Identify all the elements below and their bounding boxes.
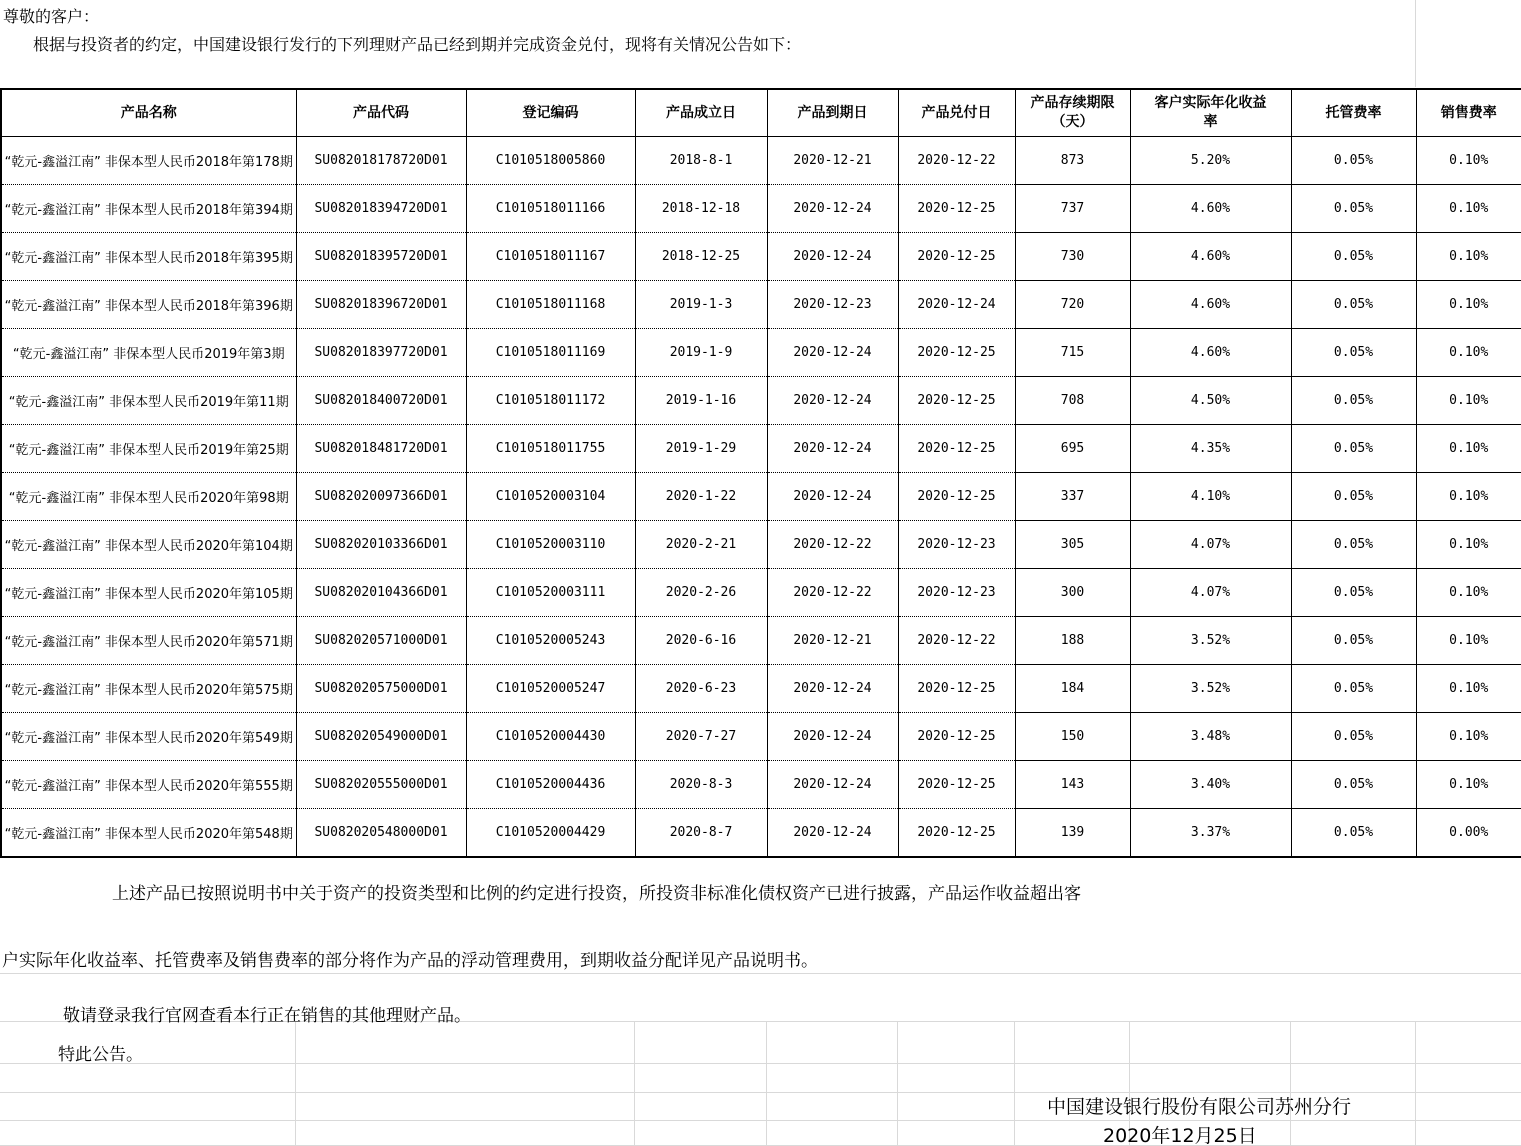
cell-custody-fee-rate: 0.05% <box>1291 137 1416 185</box>
table-row <box>1 617 1521 665</box>
intro-text: 根据与投资者的约定，中国建设银行发行的下列理财产品已经到期并完成资金兑付，现将有关情况公告如下： <box>33 35 802 54</box>
cell-registration-code: C1010520005247 <box>466 665 635 713</box>
cell-sales-fee-rate: 0.10% <box>1416 761 1521 809</box>
cell-payment-date: 2020-12-22 <box>898 137 1015 185</box>
cell-duration-days: 873 <box>1015 137 1130 185</box>
cell-maturity-date: 2020-12-24 <box>767 329 898 377</box>
table-row <box>1 377 1521 425</box>
cell-sales-fee-rate: 0.10% <box>1416 377 1521 425</box>
cell-start-date: 2018-12-18 <box>635 185 767 233</box>
cell-sales-fee-rate: 0.10% <box>1416 233 1521 281</box>
cell-start-date: 2020-6-16 <box>635 617 767 665</box>
cell-actual-annualized-yield: 4.10% <box>1130 473 1291 521</box>
cell-custody-fee-rate: 0.05% <box>1291 473 1416 521</box>
cell-maturity-date: 2020-12-24 <box>767 185 898 233</box>
cell-payment-date: 2020-12-25 <box>898 329 1015 377</box>
cell-maturity-date: 2020-12-24 <box>767 713 898 761</box>
cell-product-name: “乾元-鑫溢江南” 非保本型人民币2019年第3期 <box>1 329 296 377</box>
cell-custody-fee-rate: 0.05% <box>1291 713 1416 761</box>
table-row <box>1 425 1521 473</box>
cell-sales-fee-rate: 0.10% <box>1416 329 1521 377</box>
cell-payment-date: 2020-12-24 <box>898 281 1015 329</box>
cell-duration-days: 737 <box>1015 185 1130 233</box>
cell-custody-fee-rate: 0.05% <box>1291 521 1416 569</box>
cell-start-date: 2019-1-29 <box>635 425 767 473</box>
cell-start-date: 2020-6-23 <box>635 665 767 713</box>
cell-duration-days: 188 <box>1015 617 1130 665</box>
cell-payment-date: 2020-12-23 <box>898 569 1015 617</box>
cell-sales-fee-rate: 0.10% <box>1416 665 1521 713</box>
cell-registration-code: C1010520003104 <box>466 473 635 521</box>
gridline <box>766 1021 767 1146</box>
cell-product-code: SU082018395720D01 <box>296 233 466 281</box>
cell-duration-days: 143 <box>1015 761 1130 809</box>
cell-actual-annualized-yield: 3.48% <box>1130 713 1291 761</box>
cell-start-date: 2019-1-3 <box>635 281 767 329</box>
disclosure-paragraph-line1: 上述产品已按照说明书中关于资产的投资类型和比例的约定进行投资，所投资非标准化债权资产已进行披露，产品运作收益超出客 <box>112 884 1081 904</box>
cell-actual-annualized-yield: 4.50% <box>1130 377 1291 425</box>
table-row <box>1 281 1521 329</box>
cell-duration-days: 720 <box>1015 281 1130 329</box>
cell-product-code: SU082018394720D01 <box>296 185 466 233</box>
table-row <box>1 185 1521 233</box>
cell-registration-code: C1010518011169 <box>466 329 635 377</box>
cell-actual-annualized-yield: 4.60% <box>1130 329 1291 377</box>
gridline <box>634 1021 635 1146</box>
cell-maturity-date: 2020-12-24 <box>767 809 898 858</box>
cell-maturity-date: 2020-12-21 <box>767 617 898 665</box>
gridline <box>0 1120 1521 1121</box>
cell-maturity-date: 2020-12-24 <box>767 473 898 521</box>
cell-product-name: “乾元-鑫溢江南” 非保本型人民币2018年第396期 <box>1 281 296 329</box>
signature-date: 2020年12月25日 <box>1103 1125 1257 1146</box>
cell-actual-annualized-yield: 3.52% <box>1130 617 1291 665</box>
table-row <box>1 809 1521 858</box>
cell-start-date: 2018-12-25 <box>635 233 767 281</box>
cell-registration-code: C1010518011755 <box>466 425 635 473</box>
cell-sales-fee-rate: 0.10% <box>1416 617 1521 665</box>
table-row <box>1 761 1521 809</box>
cell-payment-date: 2020-12-25 <box>898 713 1015 761</box>
cell-actual-annualized-yield: 3.37% <box>1130 809 1291 858</box>
cell-payment-date: 2020-12-25 <box>898 761 1015 809</box>
cell-product-code: SU082020548000D01 <box>296 809 466 858</box>
cell-start-date: 2020-7-27 <box>635 713 767 761</box>
cell-product-name: “乾元-鑫溢江南” 非保本型人民币2020年第549期 <box>1 713 296 761</box>
cell-product-name: “乾元-鑫溢江南” 非保本型人民币2018年第394期 <box>1 185 296 233</box>
cell-custody-fee-rate: 0.05% <box>1291 377 1416 425</box>
cell-custody-fee-rate: 0.05% <box>1291 617 1416 665</box>
cell-duration-days: 184 <box>1015 665 1130 713</box>
cell-product-code: SU082020549000D01 <box>296 713 466 761</box>
cell-actual-annualized-yield: 3.52% <box>1130 665 1291 713</box>
cell-payment-date: 2020-12-25 <box>898 473 1015 521</box>
cell-product-name: “乾元-鑫溢江南” 非保本型人民币2019年第11期 <box>1 377 296 425</box>
cell-custody-fee-rate: 0.05% <box>1291 233 1416 281</box>
cell-start-date: 2018-8-1 <box>635 137 767 185</box>
cell-product-code: SU082018481720D01 <box>296 425 466 473</box>
cell-duration-days: 300 <box>1015 569 1130 617</box>
cell-duration-days: 305 <box>1015 521 1130 569</box>
cell-custody-fee-rate: 0.05% <box>1291 185 1416 233</box>
cell-duration-days: 150 <box>1015 713 1130 761</box>
cell-duration-days: 715 <box>1015 329 1130 377</box>
product-table-body <box>1 137 1521 858</box>
column-header-payment-date: 产品兑付日 <box>898 89 1015 137</box>
cell-registration-code: C1010518011168 <box>466 281 635 329</box>
cell-duration-days: 337 <box>1015 473 1130 521</box>
table-row <box>1 233 1521 281</box>
table-row <box>1 713 1521 761</box>
table-row <box>1 569 1521 617</box>
cell-actual-annualized-yield: 4.60% <box>1130 281 1291 329</box>
cell-payment-date: 2020-12-23 <box>898 521 1015 569</box>
signature-bank-branch: 中国建设银行股份有限公司苏州分行 <box>1047 1096 1352 1118</box>
cell-product-code: SU082018397720D01 <box>296 329 466 377</box>
cell-actual-annualized-yield: 5.20% <box>1130 137 1291 185</box>
gridline <box>0 973 1521 974</box>
cell-product-name: “乾元-鑫溢江南” 非保本型人民币2018年第395期 <box>1 233 296 281</box>
disclosure-paragraph-line2: 户实际年化收益率、托管费率及销售费率的部分将作为产品的浮动管理费用，到期收益分配详见产品说明书。 <box>2 951 818 971</box>
cell-maturity-date: 2020-12-24 <box>767 761 898 809</box>
column-header-maturity-date: 产品到期日 <box>767 89 898 137</box>
cell-product-name: “乾元-鑫溢江南” 非保本型人民币2020年第575期 <box>1 665 296 713</box>
gridline <box>0 1063 1521 1064</box>
table-row <box>1 329 1521 377</box>
cell-maturity-date: 2020-12-24 <box>767 377 898 425</box>
cell-product-code: SU082018396720D01 <box>296 281 466 329</box>
cell-product-code: SU082020104366D01 <box>296 569 466 617</box>
cell-actual-annualized-yield: 4.35% <box>1130 425 1291 473</box>
cell-product-name: “乾元-鑫溢江南” 非保本型人民币2020年第104期 <box>1 521 296 569</box>
closing-text: 特此公告。 <box>58 1045 143 1065</box>
cell-sales-fee-rate: 0.10% <box>1416 281 1521 329</box>
cell-actual-annualized-yield: 3.40% <box>1130 761 1291 809</box>
cell-start-date: 2020-2-26 <box>635 569 767 617</box>
cell-registration-code: C1010520004429 <box>466 809 635 858</box>
cell-custody-fee-rate: 0.05% <box>1291 569 1416 617</box>
cell-product-code: SU082020571000D01 <box>296 617 466 665</box>
gridline <box>1415 0 1416 87</box>
cell-product-name: “乾元-鑫溢江南” 非保本型人民币2020年第571期 <box>1 617 296 665</box>
cell-product-name: “乾元-鑫溢江南” 非保本型人民币2020年第548期 <box>1 809 296 858</box>
cell-custody-fee-rate: 0.05% <box>1291 329 1416 377</box>
gridline <box>295 1021 296 1146</box>
cell-custody-fee-rate: 0.05% <box>1291 425 1416 473</box>
cell-custody-fee-rate: 0.05% <box>1291 665 1416 713</box>
cell-duration-days: 139 <box>1015 809 1130 858</box>
cell-maturity-date: 2020-12-23 <box>767 281 898 329</box>
column-header-start-date: 产品成立日 <box>635 89 767 137</box>
table-row <box>1 665 1521 713</box>
cell-start-date: 2020-8-3 <box>635 761 767 809</box>
gridline <box>1014 1021 1015 1146</box>
cell-maturity-date: 2020-12-21 <box>767 137 898 185</box>
cell-payment-date: 2020-12-25 <box>898 809 1015 858</box>
cell-custody-fee-rate: 0.05% <box>1291 281 1416 329</box>
cell-custody-fee-rate: 0.05% <box>1291 809 1416 858</box>
gridline <box>897 1021 898 1146</box>
cell-sales-fee-rate: 0.10% <box>1416 473 1521 521</box>
cell-product-code: SU082020575000D01 <box>296 665 466 713</box>
gridline <box>1415 1021 1416 1146</box>
cell-start-date: 2019-1-9 <box>635 329 767 377</box>
cell-product-code: SU082020103366D01 <box>296 521 466 569</box>
cell-maturity-date: 2020-12-24 <box>767 425 898 473</box>
column-header-sales-fee-rate: 销售费率 <box>1416 89 1521 137</box>
cell-registration-code: C1010518011166 <box>466 185 635 233</box>
cell-registration-code: C1010520004430 <box>466 713 635 761</box>
column-header-product-code: 产品代码 <box>296 89 466 137</box>
cell-product-name: “乾元-鑫溢江南” 非保本型人民币2020年第555期 <box>1 761 296 809</box>
column-header-actual-annualized-yield: 客户实际年化收益率 <box>1130 89 1291 137</box>
cell-product-name: “乾元-鑫溢江南” 非保本型人民币2020年第105期 <box>1 569 296 617</box>
greeting-text: 尊敬的客户： <box>3 7 100 26</box>
table-header-row <box>1 89 1521 137</box>
column-header-custody-fee-rate: 托管费率 <box>1291 89 1416 137</box>
table-row <box>1 473 1521 521</box>
cell-sales-fee-rate: 0.10% <box>1416 425 1521 473</box>
cell-sales-fee-rate: 0.10% <box>1416 137 1521 185</box>
gridline <box>1290 1021 1291 1146</box>
cell-product-name: “乾元-鑫溢江南” 非保本型人民币2018年第178期 <box>1 137 296 185</box>
cell-sales-fee-rate: 0.00% <box>1416 809 1521 858</box>
cell-duration-days: 695 <box>1015 425 1130 473</box>
cell-payment-date: 2020-12-25 <box>898 185 1015 233</box>
cell-sales-fee-rate: 0.10% <box>1416 521 1521 569</box>
cell-payment-date: 2020-12-25 <box>898 233 1015 281</box>
cell-registration-code: C1010520004436 <box>466 761 635 809</box>
cell-registration-code: C1010518011167 <box>466 233 635 281</box>
cell-product-code: SU082018178720D01 <box>296 137 466 185</box>
cell-product-code: SU082020555000D01 <box>296 761 466 809</box>
cell-start-date: 2020-2-21 <box>635 521 767 569</box>
column-header-registration-code: 登记编码 <box>466 89 635 137</box>
cell-duration-days: 708 <box>1015 377 1130 425</box>
cell-product-name: “乾元-鑫溢江南” 非保本型人民币2020年第98期 <box>1 473 296 521</box>
cell-actual-annualized-yield: 4.07% <box>1130 569 1291 617</box>
cell-maturity-date: 2020-12-22 <box>767 569 898 617</box>
cell-start-date: 2019-1-16 <box>635 377 767 425</box>
cell-payment-date: 2020-12-25 <box>898 665 1015 713</box>
cell-registration-code: C1010518005860 <box>466 137 635 185</box>
cell-product-code: SU082020097366D01 <box>296 473 466 521</box>
table-row <box>1 137 1521 185</box>
column-header-product-name: 产品名称 <box>1 89 296 137</box>
cell-custody-fee-rate: 0.05% <box>1291 761 1416 809</box>
cell-maturity-date: 2020-12-22 <box>767 521 898 569</box>
cell-payment-date: 2020-12-25 <box>898 377 1015 425</box>
table-row <box>1 521 1521 569</box>
cell-duration-days: 730 <box>1015 233 1130 281</box>
cell-start-date: 2020-8-7 <box>635 809 767 858</box>
products-table <box>0 88 1521 858</box>
cell-registration-code: C1010520005243 <box>466 617 635 665</box>
column-header-duration-days: 产品存续期限（天） <box>1015 89 1130 137</box>
cell-registration-code: C1010520003110 <box>466 521 635 569</box>
cell-actual-annualized-yield: 4.60% <box>1130 185 1291 233</box>
cell-actual-annualized-yield: 4.60% <box>1130 233 1291 281</box>
cell-sales-fee-rate: 0.10% <box>1416 569 1521 617</box>
cell-sales-fee-rate: 0.10% <box>1416 185 1521 233</box>
cell-registration-code: C1010518011172 <box>466 377 635 425</box>
cell-payment-date: 2020-12-22 <box>898 617 1015 665</box>
cell-maturity-date: 2020-12-24 <box>767 665 898 713</box>
cell-product-code: SU082018400720D01 <box>296 377 466 425</box>
cell-sales-fee-rate: 0.10% <box>1416 713 1521 761</box>
cell-payment-date: 2020-12-25 <box>898 425 1015 473</box>
cell-actual-annualized-yield: 4.07% <box>1130 521 1291 569</box>
cell-start-date: 2020-1-22 <box>635 473 767 521</box>
website-notice-text: 敬请登录我行官网查看本行正在销售的其他理财产品。 <box>63 1006 471 1026</box>
cell-product-name: “乾元-鑫溢江南” 非保本型人民币2019年第25期 <box>1 425 296 473</box>
cell-registration-code: C1010520003111 <box>466 569 635 617</box>
cell-maturity-date: 2020-12-24 <box>767 233 898 281</box>
